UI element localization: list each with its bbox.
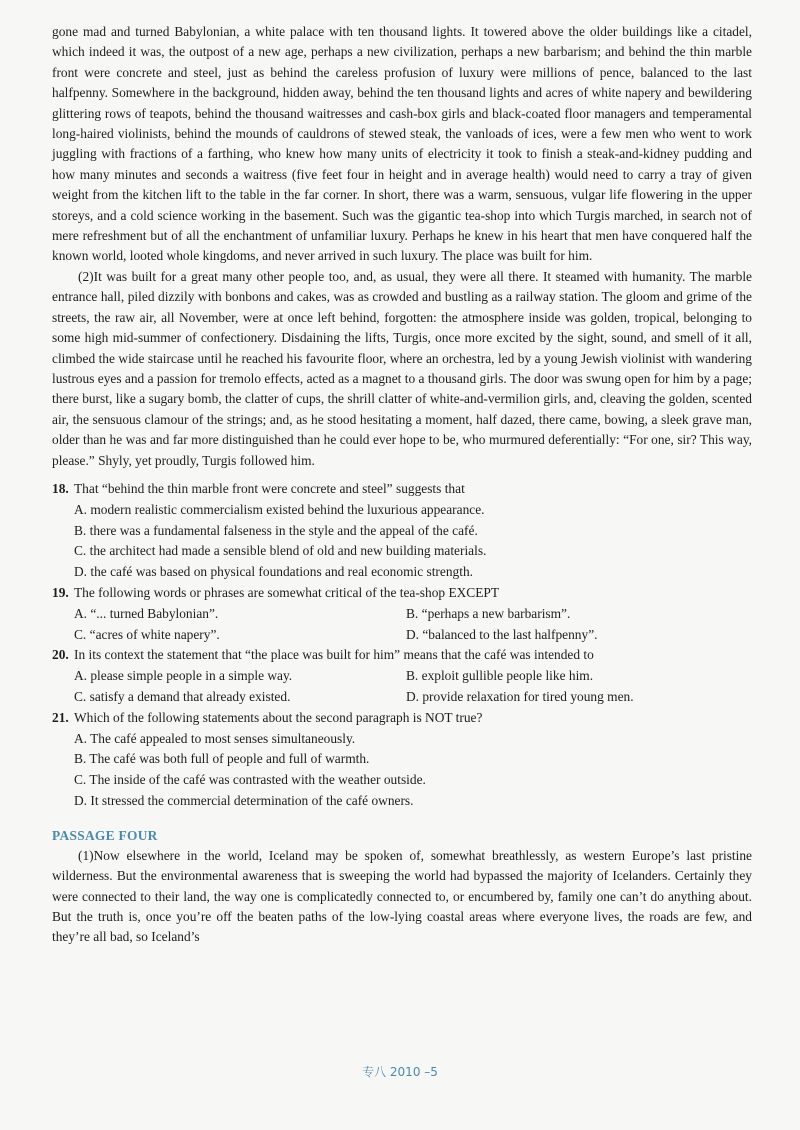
question-stem: That “behind the thin marble front were concrete and steel” suggests that	[74, 480, 465, 496]
option-c: C. the architect had made a sensible blend of old and new building materials.	[74, 543, 487, 559]
option-d: D. provide relaxation for tired young men.	[406, 688, 634, 704]
exam-page	[52, 22, 752, 948]
option-b: B. exploit gullible people like him.	[406, 668, 594, 684]
option-b: B. there was a fundamental falseness in the style and the appeal of the café.	[74, 522, 478, 538]
question-stem: In its context the statement that “the place was built for him” means that the café was intended to	[74, 647, 594, 663]
question-number: 18.	[52, 480, 69, 496]
option-b: B. “perhaps a new barbarism”.	[406, 605, 571, 621]
option-a: A. “... turned Babylonian”.	[74, 605, 219, 621]
option-a: A. The café appealed to most senses simultaneously.	[74, 730, 356, 746]
question-20	[52, 645, 752, 707]
option-a: A. please simple people in a simple way.	[74, 668, 293, 684]
question-number: 21.	[52, 709, 69, 725]
passage-three-paragraph-1: gone mad and turned Babylonian, a white palace with ten thousand lights. It towered above the older buildings like a citadel, which indeed it was, the outpost of a new age, perhaps a new civilization, perhaps a new barbarism; and behind the thin marble front were concrete and steel, just as behind the careless profusion of luxury were millions of pence, balanced to the last halfpenny. Somewhere in the background, hidden away, behind the ten thousand lights and acres of white napery and bewildering glittering rows of teapots, behind the thousand waitresses and cash-box girls and black-coated floor managers and temperamental long-haired violinists, behind the mounds of cauldrons of stewed steak, the vanloads of ices, were a few men who went to work juggling with fractions of a farthing, who knew how many units of electricity it took to finish a steak-and-kidney pudding and how many minutes and seconds a waitress (five feet four in height and in average health) would need to carry a tray of given weight from the kitchen lift to the table in the far corner. In short, there was a warm, sensuous, vulgar life flowering in the upper storeys, and a cold science working in the basement. Such was the gigantic tea-shop into which Turgis marched, in search not of mere refreshment but of all the enchantment of unfamiliar luxury. Perhaps he knew in his heart that men have conquered half the known world, looted whole kingdoms, and never arrived in such luxury. The place was built for him.	[52, 24, 752, 264]
passage-four-paragraph-1: (1)Now elsewhere in the world, Iceland may be spoken of, somewhat breathlessly, as western Europe’s last pristine wilderness. But the environmental awareness that is sweeping the world had bypassed the majority of Icelanders. Certainly they were connected to their land, the way one is complicatedly connected to, or encumbered by, family one can’t do anything about. But the truth is, once you’re off the beaten paths of the low-lying coastal areas where everyone lives, the roads are few, and they’re all bad, so Iceland’s	[52, 847, 752, 945]
option-c: C. satisfy a demand that already existed.	[74, 688, 291, 704]
question-18	[52, 479, 752, 583]
option-c: C. The inside of the café was contrasted with the weather outside.	[74, 772, 426, 788]
question-number: 20.	[52, 647, 69, 663]
question-21	[52, 708, 752, 812]
option-d: D. It stressed the commercial determination of the café owners.	[74, 792, 414, 808]
passage-three-paragraph-2: (2)It was built for a great many other people too, and, as usual, they were all there. It steamed with humanity. The marble entrance hall, piled dizzily with bonbons and cakes, was as crowded and bustling as a railway station. The gloom and grime of the streets, the raw air, all November, were at once left behind, forgotten: the atmosphere inside was golden, tropical, belonging to some high mid-summer of confectionery. Disdaining the lifts, Turgis, once more excited by the sight, sound, and smell of it all, climbed the wide staircase until he reached his favourite floor, where an orchestra, led by a young Jewish violinist with wandering lustrous eyes and a passion for tremolo effects, acted as a magnet to a thousand girls. The door was swung open for him by a page; there burst, like a sugary bomb, the clatter of cups, the shrill clatter of white-and-vermilion girls, and, cleaving the golden, scented air, the sensuous clamour of the strings; and, as he stood hesitating a moment, half dazed, there came, bowing, a sleek grave man, older than he was and far more distinguished than he could ever hope to be, who murmured deferentially: “For one, sir? This way, please.” Shyly, yet proudly, Turgis followed him.	[52, 268, 752, 468]
question-stem: The following words or phrases are somewhat critical of the tea-shop EXCEPT	[74, 584, 500, 600]
option-a: A. modern realistic commercialism existed behind the luxurious appearance.	[74, 501, 485, 517]
passage-four-heading: PASSAGE FOUR	[52, 827, 158, 843]
page-footer: 专八 2010 –5	[362, 1065, 438, 1079]
option-c: C. “acres of white napery”.	[74, 626, 220, 642]
option-d: D. “balanced to the last halfpenny”.	[406, 626, 598, 642]
option-b: B. The café was both full of people and full of warmth.	[74, 751, 370, 767]
option-d: D. the café was based on physical foundations and real economic strength.	[74, 564, 473, 580]
question-number: 19.	[52, 584, 69, 600]
question-19	[52, 583, 752, 645]
question-stem: Which of the following statements about the second paragraph is NOT true?	[74, 709, 483, 725]
question-list	[52, 479, 752, 812]
